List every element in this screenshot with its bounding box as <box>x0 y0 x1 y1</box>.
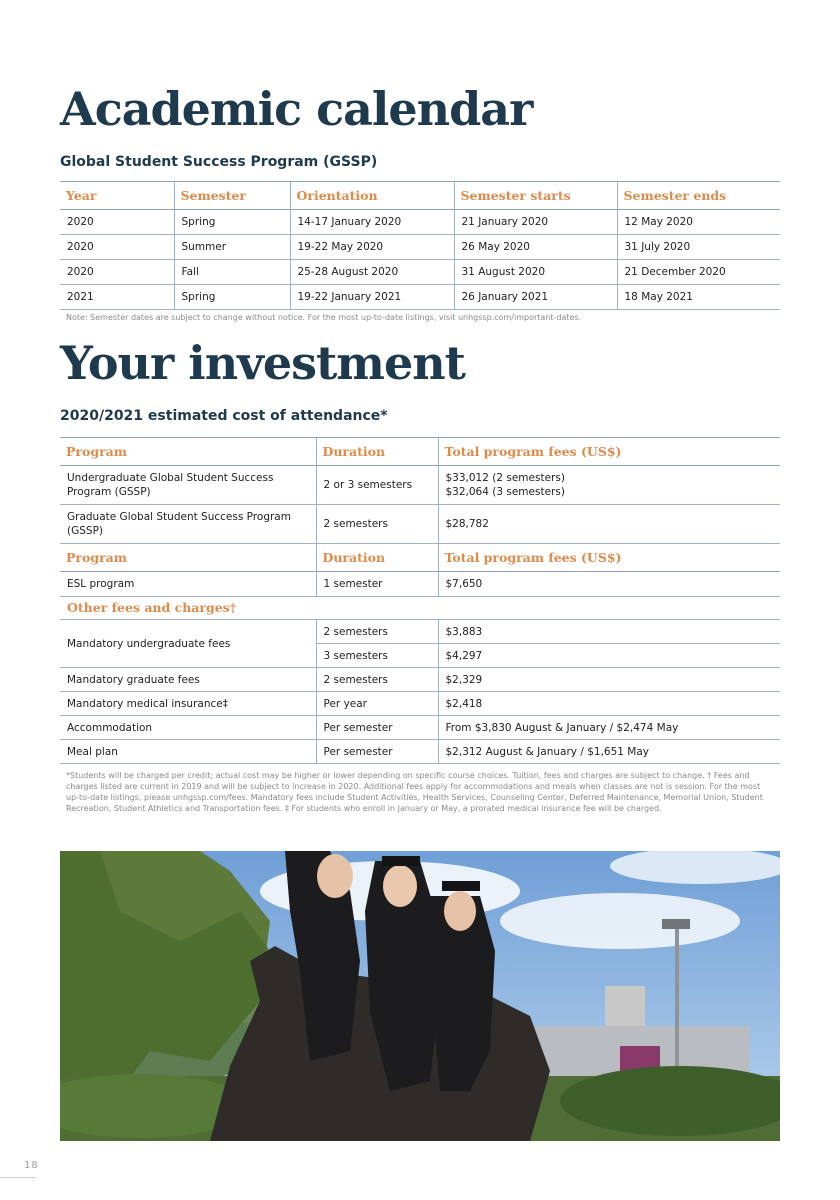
cost-header-row <box>60 438 780 466</box>
cell-program: Mandatory medical insurance‡ <box>60 692 316 716</box>
cell-semester-ends: 18 May 2021 <box>617 285 780 310</box>
cell-year: 2020 <box>60 235 174 260</box>
other-fees-heading: Other fees and charges† <box>60 597 780 620</box>
table-row <box>60 572 780 597</box>
other-fees-heading-row <box>60 597 780 620</box>
cell-fees: $2,312 August & January / $1,651 May <box>438 740 780 764</box>
calendar-header-row <box>60 182 780 210</box>
cell-program: Mandatory graduate fees <box>60 668 316 692</box>
calendar-title: Academic calendar <box>60 82 533 136</box>
cell-semester: Spring <box>174 285 290 310</box>
cell-fees: $3,883 <box>438 620 780 644</box>
cell-program: Meal plan <box>60 740 316 764</box>
page-number: 18 <box>24 1160 39 1171</box>
cell-fees: $4,297 <box>438 644 780 668</box>
investment-title: Your investment <box>60 336 465 390</box>
table-row <box>60 285 780 310</box>
cell-duration: 2 or 3 semesters <box>316 466 438 505</box>
col-header-fees: Total program fees (US$) <box>438 544 780 572</box>
table-row <box>60 620 780 644</box>
cell-semester-ends: 21 December 2020 <box>617 260 780 285</box>
cell-program: Graduate Global Student Success Program (GSSP) <box>60 505 316 544</box>
cell-semester-ends: 31 July 2020 <box>617 235 780 260</box>
col-header-year: Year <box>60 182 174 210</box>
table-row <box>60 235 780 260</box>
table-row <box>60 260 780 285</box>
cell-duration: 1 semester <box>316 572 438 597</box>
cell-duration: Per year <box>316 692 438 716</box>
table-row <box>60 210 780 235</box>
cell-duration: 2 semesters <box>316 668 438 692</box>
graduates-photo <box>60 851 780 1141</box>
table-row <box>60 668 780 692</box>
cell-semester: Fall <box>174 260 290 285</box>
cost-header-row <box>60 544 780 572</box>
col-header-semester-starts: Semester starts <box>454 182 617 210</box>
col-header-program: Program <box>60 438 316 466</box>
col-header-semester: Semester <box>174 182 290 210</box>
cell-semester: Spring <box>174 210 290 235</box>
cell-fees <box>438 466 780 505</box>
cell-semester-starts: 26 May 2020 <box>454 235 617 260</box>
cell-orientation: 19-22 January 2021 <box>290 285 454 310</box>
cell-fees: $2,329 <box>438 668 780 692</box>
cell-orientation: 25-28 August 2020 <box>290 260 454 285</box>
cell-program: Mandatory undergraduate fees <box>60 620 316 668</box>
cell-fees: $7,650 <box>438 572 780 597</box>
col-header-orientation: Orientation <box>290 182 454 210</box>
cell-duration: 2 semesters <box>316 620 438 644</box>
cell-semester-ends: 12 May 2020 <box>617 210 780 235</box>
page-number-rule <box>0 1177 36 1178</box>
cell-orientation: 14-17 January 2020 <box>290 210 454 235</box>
cell-year: 2020 <box>60 260 174 285</box>
cell-duration: 3 semesters <box>316 644 438 668</box>
cell-semester: Summer <box>174 235 290 260</box>
cell-duration: 2 semesters <box>316 505 438 544</box>
investment-subtitle: 2020/2021 estimated cost of attendance* <box>60 408 388 424</box>
cell-program: Accommodation <box>60 716 316 740</box>
cost-footnote: *Students will be charged per credit; actual cost may be higher or lower depending on specific course choices. Tuition, fees and charges are subject to change. † Fees and charges listed are current in 2019 and will be subject to increase in 2020. Additional fees apply for accommodations and meals when classes are not is session. For the most up-to-date listings, please unhgssp.com/fees. Mandatory fees include Student Activities, Health Services, Counseling Center, Deferred Maintenance, Memorial Union, Student Recreation, Student Athletics and Transportation fees. ‡ For students who enroll in January or May, a prorated medical insurance fee will be charged. <box>66 771 763 813</box>
table-row <box>60 716 780 740</box>
cell-program: Undergraduate Global Student Success Program (GSSP) <box>60 466 316 505</box>
cell-duration: Per semester <box>316 740 438 764</box>
calendar-table <box>60 181 780 310</box>
cell-semester-starts: 31 August 2020 <box>454 260 617 285</box>
cell-semester-starts: 26 January 2021 <box>454 285 617 310</box>
col-header-duration: Duration <box>316 438 438 466</box>
cell-year: 2020 <box>60 210 174 235</box>
table-row <box>60 505 780 544</box>
cell-fees: $28,782 <box>438 505 780 544</box>
fee-line: $33,012 (2 semesters) <box>445 472 565 484</box>
col-header-program: Program <box>60 544 316 572</box>
fee-line: $32,064 (3 semesters) <box>445 486 565 498</box>
table-row <box>60 692 780 716</box>
calendar-note: Note: Semester dates are subject to change without notice. For the most up-to-date listings, visit unhgssp.com/important-dates. <box>66 313 582 322</box>
table-row <box>60 740 780 764</box>
cell-program: ESL program <box>60 572 316 597</box>
cell-semester-starts: 21 January 2020 <box>454 210 617 235</box>
cell-fees: $2,418 <box>438 692 780 716</box>
calendar-subtitle: Global Student Success Program (GSSP) <box>60 154 378 170</box>
cell-year: 2021 <box>60 285 174 310</box>
cost-table <box>60 437 780 764</box>
cell-fees: From $3,830 August & January / $2,474 May <box>438 716 780 740</box>
col-header-duration: Duration <box>316 544 438 572</box>
col-header-semester-ends: Semester ends <box>617 182 780 210</box>
cell-orientation: 19-22 May 2020 <box>290 235 454 260</box>
table-row <box>60 466 780 505</box>
col-header-fees: Total program fees (US$) <box>438 438 780 466</box>
cell-duration: Per semester <box>316 716 438 740</box>
